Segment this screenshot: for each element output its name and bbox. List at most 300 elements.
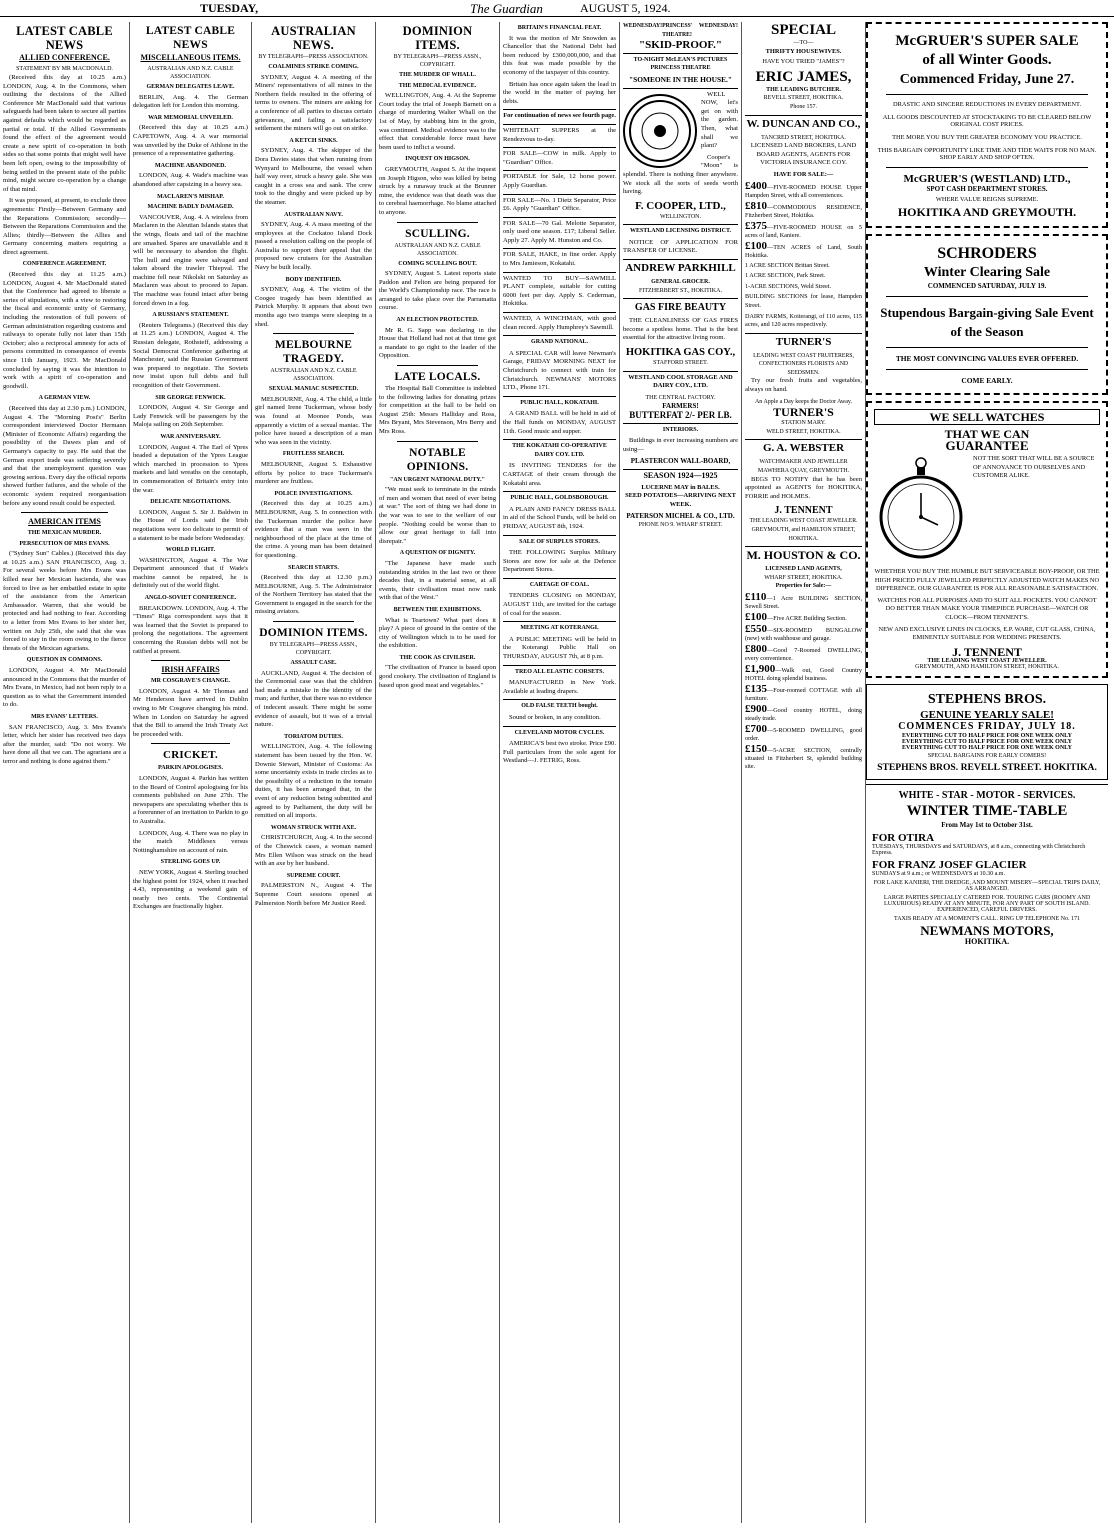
section-heading: THE MEDICAL EVIDENCE.: [398, 82, 477, 89]
section-heading: MACHINE BADLY DAMAGED.: [147, 204, 234, 211]
ad-address: GREYMOUTH, AND HAMILTON STREET, HOKITIKA.: [915, 663, 1059, 670]
article-body: WASHINGTON, August 4. The War Department announced that if Wade's machine cannot be repaired, he is definitely out of the world flight.: [133, 556, 248, 590]
ad-body: EVERYTHING CUT TO HALF PRICE FOR ONE WEEK ONLY: [902, 744, 1072, 751]
article-body: (Received this day at 10.25 a.m.) LONDON, Aug. 4. In the Commons, when outlining the decisions of the Allied Conference Mr MacDonald said that various safeguards had been taken to secure all parties against defaults which would be regarded as partial or total. If the Allied Governments found the effect of the agreement would create a new spirit of co-operation in both sides so that some points that might well have been left open, owing to the impossibility of being settled in the present state of the public mind, might secure co-operation by a change of that mind.: [3, 74, 126, 193]
section-heading: BETWEEN THE EXHIBITIONS.: [393, 606, 482, 613]
press-line: BY TELEGRAPH—PRESS ASSOCIATION.: [258, 54, 369, 60]
section-heading: A QUESTION OF DIGNITY.: [399, 550, 476, 557]
article-body: ("Sydney Sun" Cables.) (Received this day at 10.25 a.m.) SAN FRANCISCO, Aug. 3. For several weeks before Mrs Evans was killed near her Mexican hacienda, she was forced to live as her embattled estate in spite of the assistance from the American Ambassador. Warren, that she would be protected and had nothing to fear. According to a letter from Mrs Evans to her sister her, written on July 25th, she said that she was forced to stay in the room owing to the fierce threats of the Mexican agrarians.: [3, 550, 126, 652]
ad-heading: CLEVELAND MOTOR CYCLES.: [503, 726, 616, 738]
article-body: (Received this day at 2.30 p.m.) LONDON, August 4. The "Morning Post's" Berlin correspondent interviewed Doctor Hermann (Minister of Economic Affairs) regarding the possibility of the Dawes plan and of Germany's capacity to pay. He said that the German export trade was suffering severely and that the unemployment question was growing serious. Every day the official reports showed further failures, and the whole of the economic system required reorganisation before any sound result could be expected.: [3, 404, 126, 507]
section-headline: MELBOURNE TRAGEDY.: [274, 339, 353, 366]
ad-heading: GAS FIRE BEAUTY: [623, 298, 738, 314]
ad-heading: J. TENNENT: [774, 505, 833, 517]
ad-subheading: WATCHMAKER AND JEWELLER: [759, 459, 848, 466]
ad-heading: WESTLAND COOL STORAGE AND DAIRY COY., LTD.: [623, 371, 738, 391]
section-heading: STERLING GOES UP.: [160, 859, 221, 866]
price-amount: £900: [745, 702, 767, 715]
ad-subheading: LUCERNE MAY in BALES.: [641, 483, 720, 491]
divider: [886, 369, 1088, 370]
article-body: SAN FRANCISCO, Aug. 3. Mrs Evans's letter, which her sister has received two days after the murder, said: "Do not worry. We have done all that we can. The agrarians are a terror and nothing is done against them.": [3, 723, 126, 765]
price-amount: £550: [745, 622, 767, 635]
price-amount: £135: [745, 682, 767, 695]
mcgruer-ad: [866, 22, 1108, 228]
article-body: SYDNEY, Aug. 4. The victim of the Coogee tragedy has been identified as Patrick Murphy. It appears that about two months ago two tramps were sleeping in a shed.: [255, 286, 372, 328]
ad-subheading: LICENSED LAND AGENTS,: [765, 566, 842, 573]
ad-heading: TREO ALL ELASTIC CORSETS.: [503, 665, 616, 677]
ad-address: PHONE NO 9. WHARF STREET.: [638, 521, 723, 528]
section-headline: CRICKET.: [163, 749, 218, 762]
section-heading: SEARCH STARTS.: [288, 564, 339, 571]
association-line: AUSTRALIAN AND N.Z. CABLE ASSOCIATION.: [394, 242, 481, 257]
ad-heading: SEASON 1924—1925: [623, 469, 738, 481]
white-star-ad: [866, 784, 1108, 951]
price-item: [745, 642, 862, 663]
ad-heading: WESTLAND LICENSING DISTRICT.: [623, 224, 738, 236]
ad-subheading: THE LEADING WEST COAST JEWELLER.: [927, 657, 1047, 664]
ad-subheading: HAVE FOR SALE:—: [773, 170, 834, 178]
article-body: (Reuters Telegrams.) (Received this day at 11.25 a.m.) LONDON, August 4. The Russian delegate, Rothsteff, addressing a Social Democrat Conference gathering at Manchester, said the Russian Government was prepared to negotiate. The Soviets now insist upon full debts and full recognition of their Government.: [133, 321, 248, 389]
ad-body: THIS BARGAIN OPPORTUNITY LIKE TIME AND TIDE WAITS FOR NO MAN. SHOP EARLY AND SHOP OFTEN.: [877, 147, 1097, 161]
ad-heading: McGRUER'S SUPER SALE: [895, 33, 1079, 49]
price-description: —1 Acre BUILDING SECTION, Sewell Street.: [745, 594, 862, 610]
ad-subheading: COMMENCED SATURDAY, JULY 19.: [927, 282, 1047, 290]
ad-body: SUNDAYS at 9 a.m.; or WEDNESDAYS at 10.30 a.m.: [872, 870, 1005, 877]
article-body: GREYMOUTH, August 5. At the inquest on Joseph Higson, who was killed by being struck by a runaway truck at the Brunner mine, the evidence was that death was due to cerebral haemorrhage. No blame attached to anyone.: [379, 165, 496, 216]
association-line: AUSTRALIAN AND N.Z. CABLE ASSOCIATION.: [147, 66, 234, 80]
price-description: —SIX-ROOMED BUNGALOW (new) with washhouse and garage.: [745, 626, 862, 642]
schroders-ad: [866, 234, 1108, 395]
article-body: The Hospital Ball Committee is indebted to the following ladies for donating prizes for competition at the ball to be held on August 25th: Messrs Halliday and Ross, Mrs Bryant, Mrs Stevenson, Mrs Berry and Mrs Ross.: [379, 385, 496, 435]
ad-address: REVELL STREET, HOKITIKA.: [763, 95, 844, 102]
continuation-note: For continuation of news see fourth page.: [503, 109, 616, 121]
article-body: SYDNEY, Aug. 4. The skipper of the Dora Davies states that when running from Wynyard to Melbourne, the vessel when half way over, struck a heavy gale. She was caught in a cross sea and sank. The crew took to the dinghy and were picked up by the steamer.: [255, 147, 372, 206]
ad-address: FITZHERBERT ST., HOKITIKA.: [639, 287, 722, 294]
price-description: —Good country HOTEL, doing steady trade.: [745, 706, 862, 722]
ad-heading: NEWMANS MOTORS,: [920, 922, 1054, 938]
ad-subheading: THE MOST CONVINCING VALUES EVER OFFERED.: [895, 354, 1079, 363]
price-item: [745, 219, 862, 240]
section-heading: A KETCH SINKS.: [289, 137, 338, 144]
ad-subheading: SEED POTATOES—ARRIVING NEXT WEEK.: [625, 492, 736, 508]
ad-body: BEGS TO NOTIFY that he has been appointed as AGENTS for HOKITIKA, FORRIE and HOLMES.: [745, 475, 862, 500]
ad-heading: ERIC JAMES,: [755, 68, 852, 85]
article-body: LONDON, August 4. Mr MacDonald announced in the Commons that the murder of Mrs Evans, in Mexico, had not been reply to a question as to what the Government intended to do.: [3, 667, 126, 709]
price-item: [745, 239, 862, 260]
ad-subheading: FARMERS!: [662, 402, 699, 411]
article-body: BERLIN, Aug. 4. The German delegation left for London this morning.: [133, 93, 248, 110]
ad-subheading: Properties for Sale:—: [775, 583, 832, 590]
masthead: [0, 0, 1114, 17]
column-1: [0, 22, 130, 1523]
ad-subheading: COMMENCES FRIDAY, JULY 18.: [898, 720, 1076, 732]
price-description: —COMMODIOUS RESIDENCE, Fitzherbert Street, Hokitika.: [745, 203, 862, 219]
ad-body: TAXIS READY AT A MOMENT'S CALL. RING UP TELEPHONE No. 171: [894, 915, 1080, 922]
section-heading: PARKIN APOLOGISES.: [158, 765, 223, 772]
price-item: [745, 682, 862, 703]
ad-address: TANCRED STREET, HOKITIKA.: [761, 134, 846, 141]
article-body: AUCKLAND, August 4. The decision of the Ceremonial case was that the children had made a mistake in the identity of the man; and further, that there was no evidence of indecent assault. There might be some evidence of assault, but it was of a trivial nature.: [255, 669, 372, 729]
ad-body: LARGE PARTIES SPECIALLY CATERED FOR. TOURING CARS (ROOMY AND LUXURIOUS) READY AT ANY MINUTE, FOR ANY PART OF SOUTH ISLAND. EXPERIENCED, CAREFUL DRIVERS.: [883, 894, 1091, 913]
ad-heading: INTERIORS.: [623, 423, 738, 435]
ad-heading: CARTAGE OF COAL.: [503, 578, 616, 590]
ad-heading: Winter Clearing Sale: [923, 265, 1051, 280]
ad-heading: OLD FALSE TEETH bought.: [503, 699, 616, 711]
stephens-ad: [866, 684, 1108, 780]
section-heading: QUESTION IN COMMONS.: [26, 657, 103, 664]
article-body: BREAKDOWN. LONDON, Aug. 4. The "Times" Riga correspondent says that it was learned that the Soviet is prepared to prolong the negotiations. The agreement concerning the Russian debts will not be ratified at present.: [133, 604, 248, 655]
price-amount: £100: [745, 239, 767, 252]
section-item: 1 ACRE SECTION, Park Street.: [745, 272, 826, 280]
ad-body: TENDERS CLOSING on MONDAY, AUGUST 11th, are invited for the cartage of coal for the season.: [503, 592, 616, 617]
ad-heading: of all Winter Goods.: [922, 52, 1052, 68]
divider: [886, 94, 1088, 95]
price-item: [745, 610, 862, 623]
section-heading: MACHINE ABANDONED.: [154, 162, 226, 169]
ad-body: FOR LAKE KANIERI, THE DREDGE, AND MOUNT MISERY—SPECIAL TRIPS DAILY, AS ARRANGED.: [873, 879, 1101, 892]
divider: [397, 365, 478, 366]
ad-address: WHARF STREET, HOKITIKA.: [764, 574, 843, 581]
section-heading: MR COSGRAVE'S CHANGE.: [150, 678, 231, 685]
divider: [397, 441, 478, 442]
price-amount: £375: [745, 219, 767, 232]
section-heading: WOMAN STRUCK WITH AXE.: [270, 824, 357, 831]
ad-heading: SCHRODERS: [937, 245, 1037, 262]
ad-body: AMERICA'S best two stroke. Price £90. Full particulars from the sole agent for Westland—J. FETRIG, Ross.: [503, 740, 616, 765]
divider: [273, 621, 354, 622]
column-6: [620, 22, 742, 1523]
ad-body: TUESDAYS, THURSDAYS and SATURDAYS, at 8 a.m., connecting with Christchurch Express.: [872, 843, 1086, 856]
classified-ad: WANTED TO BUY—SAWMILL PLANT complete, suitable for cutting 6000 feet per day. Apply S. Cederman, Hokitika.: [503, 272, 616, 309]
masthead-day: TUESDAY,: [200, 1, 259, 15]
section-heading: CONFERENCE AGREEMENT.: [22, 261, 107, 268]
ad-body: A GRAND BALL will be held in aid of the Hall funds on MONDAY, AUGUST 11th. Good music and supper.: [503, 410, 616, 435]
section-heading: BRITAIN'S FINANCIAL FEAT.: [517, 25, 602, 31]
section-heading: AUSTRALIAN NAVY.: [284, 211, 343, 218]
ad-body: DRASTIC AND SINCERE REDUCTIONS IN EVERY DEPARTMENT.: [892, 101, 1082, 108]
right-ad-column: [866, 22, 1108, 1523]
ad-body: An Apple a Day keeps the Doctor Away.: [754, 398, 853, 405]
pocket-watch-icon: [874, 455, 969, 565]
price-item: [745, 662, 862, 683]
ad-heading: PUBLIC HALL, KOKATAHI.: [503, 396, 616, 408]
subheadline: MISCELLANEOUS ITEMS.: [140, 53, 241, 62]
ad-subheading: THE LEADING WEST COAST JEWELLER.: [749, 518, 858, 525]
section-heading: THE MEXICAN MURDER.: [27, 530, 102, 537]
ad-address: WELD STREET, HOKITIKA.: [766, 428, 841, 435]
divider: [886, 296, 1088, 297]
masthead-date: AUGUST 5, 1924.: [580, 1, 671, 15]
divider: [886, 167, 1088, 168]
article-body: What is Teartown? What part does it play? A piece of ground in the centre of the city of Wellington which is to be used for the exhibition.: [379, 616, 496, 650]
article-body: "We must seek to terminate in the minds of men and women that need of ever being at war." The sort of thing we had done in the war was to see to the welfare of our people. "Nothing could be worse than to allow our great heritage to fall into disrepair.": [379, 486, 496, 545]
ad-body: MANUFACTURED in New York. Available at leading drapers.: [503, 679, 616, 695]
section-heading: WAR MEMORIAL UNVEILED.: [148, 114, 233, 121]
section-heading: "AN URGENT NATIONAL DUTY.": [390, 476, 485, 483]
theatre-day: WEDNESDAY!: [698, 23, 738, 29]
ad-heading: Stupendous Bargain-giving Sale Event of the Season: [880, 305, 1094, 339]
ad-subheading: LEADING WEST COAST FRUITERERS, CONFECTIONERS FLORISTS AND SEEDSMEN.: [753, 352, 854, 376]
price-description: —Five ACRE Building Section.: [767, 614, 847, 622]
ad-heading: F. COOPER, LTD.,: [635, 199, 726, 212]
article-body: (Received this day at 11.25 a.m.) LONDON, August 4. Mr MacDonald stated that the Conference had agreed to liberate a series of stipulations, with a view to restoring the fiscal and economic unity of Germany, including the restoration of full powers of German administration regarding customs and railways to operate fully not later than 15th October; also a reciprocal amnesty for acts of persons committed in consequence of events since 11th January, 1923. Mr MacDonald concluded by saying it was the intention to work with a spirit of co-operation and goodwill.: [3, 271, 126, 390]
column-3: [252, 22, 376, 1523]
ad-heading: FOR OTIRA: [872, 831, 935, 844]
seal-emblem: [623, 94, 697, 168]
article-body: WELLINGTON, Aug. 4. The following statement has been issued by the Hon. W. Downie Stewart, Minister of Customs: As some uncertainty exists in trade circles as to the possibility of a reduction in the tomato duties, it has been arranged that, in the event of any reduction being submitted and agreed to by Parliament, the duty will be remitted on all imports.: [255, 743, 372, 820]
ad-body: WHETHER YOU BUY THE HUMBLE BUT SERVICEABLE BOY-PROOF, OR THE HIGH PRICED FULLY JEWELLED PERFECTLY ADJUSTED WATCH MAKES NO DIFFERENCE. OUR GUARANTEE IS FOR ALL REASONABLE SATISFACTION.: [874, 568, 1100, 593]
section-headline: NOTABLE OPINIONS.: [406, 446, 469, 473]
article-body: LONDON, August 4. Mr Thomas and Mr Henderson have arrived in Dublin owing to Mr Cosgrave changing his mind. When in London on Saturday he agreed that the Bill to amend the Irish Treaty Act be proceeded with.: [133, 687, 248, 738]
ad-address: STATION MARY.: [781, 420, 826, 427]
section-heading: SEXUAL MANIAC SUSPECTED.: [268, 386, 359, 393]
ad-body: A PUBLIC MEETING will be held in the Koterangi Public Hall on THURSDAY, AUGUST 7th, at 8 p.m.: [503, 635, 616, 661]
section-item: BUILDING SECTIONS for lease, Hampden Street.: [745, 293, 862, 309]
article-body: LONDON, August 4. The Earl of Ypres headed a deputation of the Ypres League which marched in procession to Ypres markets and laid wreaths on the cenotaph, in commemoration of Britain's entry into the war.: [133, 443, 248, 494]
article-body: LONDON, August 5. Sir J. Baldwin in the House of Lords said the Irish negotiations were too delicate to permit of a statement to be made before Wednesday.: [133, 508, 248, 542]
divider: [886, 347, 1088, 348]
price-item: [745, 179, 862, 200]
headline: DOMINION ITEMS.: [402, 24, 473, 52]
classified-ad: FOR SALE—COW in milk. Apply to "Guardian" Office.: [503, 147, 616, 167]
ad-heading: G. A. WEBSTER: [745, 439, 862, 455]
section-item: DAIRY FARMS, Koiterangi, of 110 acres, 115 acres, and 120 acres respectively.: [745, 312, 862, 329]
section-heading: WORLD FLIGHT.: [165, 547, 216, 554]
feature-title: "SOMEONE IN THE HOUSE.": [629, 74, 732, 84]
ad-body: EVERYTHING CUT TO HALF PRICE FOR ONE WEEK ONLY: [902, 732, 1072, 739]
ad-heading: THAT WE CAN: [944, 427, 1030, 441]
masthead-paper: The Guardian: [470, 1, 543, 16]
price-description: —FIVE-ROOMED HOUSE Upper Hampden Street, with all conveniences.: [745, 183, 862, 199]
price-amount: £800: [745, 642, 767, 655]
article-body: LONDON, August 4. Sir George and Lady Fenwick will be passengers by the Maloja sailing on 26th September.: [133, 404, 248, 429]
tennent-watch-ad: [866, 401, 1108, 678]
press-line: BY TELEGRAPH—PRESS ASSN., COPYRIGHT.: [269, 642, 358, 657]
section-heading: THE COOK AS CIVILISER.: [399, 654, 476, 661]
article-body: "The Japanese have made such outstanding strides in the last two or three decades that, in a material sense, at all events, their civilisation must now rank with that of the West.": [379, 559, 496, 602]
section-heading: COMING SCULLING BOUT.: [398, 260, 477, 267]
classified-ad: PORTABLE for Sale, 12 horse power. Apply Guardian.: [503, 170, 616, 190]
ad-heading: GRAND NATIONAL.: [503, 335, 616, 347]
ad-heading: W. DUNCAN AND CO.,: [745, 115, 862, 131]
article-body: LONDON, Aug. 4. Wade's machine was abandoned after capsizing in a heavy sea.: [133, 172, 248, 188]
section-headline: AMERICAN ITEMS: [28, 517, 101, 527]
section-heading: SIR GEORGE FENWICK.: [155, 394, 226, 401]
headline: LATEST CABLE NEWS: [16, 24, 113, 52]
film-title: "SKID-PROOF.": [638, 39, 722, 52]
article-body: MELBOURNE, August 5. Exhaustive efforts by police to trace Tuckerman's murderer are fruitless.: [255, 460, 372, 486]
ad-subheading: THRIFTY HOUSEWIVES.: [765, 47, 842, 55]
ad-phone: Phone 157.: [790, 103, 817, 110]
price-description: —Walk out, Good Country HOTEL doing splendid business.: [745, 666, 862, 682]
price-item: [745, 702, 862, 723]
classified-ad: WHITEBAIT SUPPERS at the Rendezvous to-day.: [503, 124, 616, 144]
section-heading: A RUSSIAN'S STATEMENT.: [152, 312, 229, 319]
price-amount: £150: [745, 742, 767, 755]
article-body: (Received this day at 10.25 a.m.) CAPETOWN, Aug. 4. A war memorial was unveiled by the Duke of Athlone in the presence of a representative gathering.: [133, 124, 248, 158]
ad-body: THE MORE YOU BUY THE GREATER ECONOMY YOU PRACTICE.: [892, 134, 1082, 141]
article-body: WELLINGTON, Aug. 4. At the Supreme Court today the trial of Joseph Barnett on a charge of murdering Walter Whall on the 1st of May, by stabbing him in the groin, was continued. Medical evidence was to the effect that considerable force must have been used to inflict a wound.: [379, 92, 496, 151]
section-headline: SCULLING.: [405, 227, 470, 240]
ad-heading: FOR FRANZ JOSEF GLACIER: [872, 858, 1027, 871]
article-body: It was the motion of Mr Snowden as Chancellor that the National Debt had been reduced by £300,000,000, and that this feat was made possible by the economy of the taxpayer of this country.: [503, 34, 616, 76]
ad-heading: ANDREW PARKHILL: [623, 259, 738, 275]
section-heading: FRUITLESS SEARCH.: [282, 451, 345, 458]
section-heading: SUPREME COURT.: [286, 872, 341, 879]
section-heading: AN ELECTION PROTECTED.: [396, 317, 479, 324]
section-heading: TORIATOM DUTIES.: [284, 733, 343, 740]
ad-highlight: BUTTERFAT 2/- PER LB.: [629, 410, 732, 420]
ad-subheading: HOKITIKA.: [964, 936, 1010, 946]
article-body: LONDON, Aug. 4. There was no play in the match Middlesex versus Nottinghamshire on account of rain.: [133, 829, 248, 854]
price-amount: £1,900: [745, 662, 776, 675]
ad-body: HAVE YOU TRIED "JAMES"?: [762, 58, 845, 66]
ad-heading: Commenced Friday, June 27.: [899, 72, 1075, 87]
price-list: [745, 590, 862, 771]
ad-heading: McGRUER'S (WESTLAND) LTD.,: [903, 173, 1071, 185]
price-amount: £810: [745, 199, 767, 212]
theatre-day: WEDNESDAY!: [623, 23, 663, 29]
price-description: —Good 7-Roomed DWELLING, every convenience.: [745, 646, 862, 662]
section-headline: LATE LOCALS.: [394, 371, 481, 384]
section-heading: MRS EVANS' LETTERS.: [31, 713, 98, 720]
ad-body: IS INVITING TENDERS for the CARTAGE of their cream through the Kokatahi area.: [503, 462, 616, 487]
ad-heading: WE SELL WATCHES: [874, 409, 1100, 425]
section-heading: MACLAREN'S MISHAP.: [157, 193, 224, 200]
section-heading: ANGLO-SOVIET CONFERENCE.: [144, 595, 237, 602]
classified-ad: WANTED, A WINCHMAN, with good clean record. Apply Humphrey's Sawmill.: [503, 312, 616, 332]
article-body: "The civilisation of France is based upon good cookery. The civilisation of England is based upon good meat and vegetables.": [379, 664, 496, 689]
subheadline: ALLIED CONFERENCE.: [19, 53, 110, 62]
section-item: 1 ACRE SECTION Brittan Street.: [745, 261, 830, 269]
ad-heading: PUBLIC HALL, GOLDSBOROUGH.: [503, 491, 616, 503]
ad-heading: TURNER'S: [773, 405, 834, 420]
tonight-line: TO-NIGHT McLEAN'S PICTURES PRINCESS THEATRE: [623, 53, 738, 73]
section-heading: GERMAN DELEGATES LEAVE.: [146, 84, 235, 90]
ad-body: NOTICE OF APPLICATION FOR TRANSFER OF LICENSE.: [623, 238, 738, 255]
section-heading: POLICE INVESTIGATIONS.: [274, 490, 353, 497]
ad-heading: GUARANTEE: [945, 438, 1029, 453]
ad-heading: WINTER TIME-TABLE: [906, 802, 1068, 819]
ad-body: Sound or broken, in any condition.: [509, 714, 601, 721]
ad-subheading: GENUINE YEARLY SALE!: [920, 708, 1054, 721]
section-heading: DELICATE NEGOTIATIONS.: [150, 499, 231, 506]
ad-subheading: THE LEADING BUTCHER.: [766, 86, 841, 93]
section-heading: COALMINES STRIKE COMING.: [268, 64, 359, 70]
price-amount: £700: [745, 722, 767, 735]
ad-body: LICENSED LAND BROKERS, LAND BOARD AGENTS, AGENTS FOR VICTORIA INSURANCE COY.: [750, 142, 857, 167]
divider: [151, 660, 230, 661]
price-description: —TEN ACRES of Land, South Hokitika.: [745, 243, 862, 259]
price-amount: £400: [745, 179, 767, 192]
price-description: —5-ACRE SECTION, centrally situated in Fitzherbert St, splendid building site.: [745, 746, 862, 770]
ad-body: SPECIAL BARGAINS FOR EARLY COMERS!: [927, 752, 1047, 759]
section-heading: A GERMAN VIEW.: [38, 395, 91, 402]
association-line: AUSTRALIAN AND N.Z. CABLE ASSOCIATION.: [270, 368, 357, 383]
ad-subheading: From May 1st to October 31st.: [941, 820, 1033, 829]
ad-subheading: GENERAL GROCER.: [651, 279, 710, 286]
ad-subheading: WHERE VALUE REIGNS SUPREME.: [935, 196, 1039, 203]
ad-body: NOT THE SORT THAT WILL BE A SOURCE OF ANNOYANCE TO OURSELVES AND CUSTOMER ALIKE.: [973, 455, 1095, 480]
section-list: [745, 262, 862, 330]
divider: [21, 512, 108, 513]
article-body: (Received this day at 12.30 p.m.) MELBOURNE, Aug. 5. The Administrator of the Northern Territory has stated that the Government is engaged in the search for the missing aviators.: [255, 574, 372, 616]
divider: [397, 222, 478, 223]
article-body: NEW YORK, August 4. Sterling touched the highest point for 1924, when it reached 4.43, representing a weekend gain of nearly two cents. The Continental Exchanges are fractionally higher.: [133, 868, 248, 911]
ad-body: THE FOLLOWING Surplus Military Stores are now for sale at the Defence Department Stores.: [503, 549, 616, 574]
ad-body: EVERYTHING CUT TO HALF PRICE FOR ONE WEEK ONLY: [902, 738, 1072, 745]
divider: [273, 333, 354, 334]
ad-body: WATCHES FOR ALL PURPOSES AND TO SUIT ALL POCKETS. YOU CANNOT DO BETTER THAN MAKE YOUR TIMEPIECE PURCHASE—WATCH OR CLOCK—FROM TENNENT'S.: [877, 596, 1097, 621]
ad-body: A SPECIAL CAR will leave Newman's Garage, FRIDAY MORNING NEXT for Christchurch to connect with train for Christchurch. NEWMANS' MOTORS LTD., Phone 171.: [503, 349, 616, 392]
headline: LATEST CABLE NEWS: [145, 25, 236, 51]
headline: AUSTRALIAN NEWS.: [271, 24, 356, 52]
price-item: [745, 622, 862, 643]
ad-body: WELL NOW, let's get on with the garden. Then, what shall we plant?: [701, 90, 738, 150]
divider: [151, 743, 230, 744]
section-heading: WAR ANNIVERSARY.: [160, 433, 221, 440]
price-amount: £100: [745, 610, 767, 623]
classified-ad: FOR SALE—70 Gal. Melotte Separator, only used one season. £17; Liberal Seller. Apply 27. Apply M. Hunston and Co.: [503, 217, 616, 246]
ad-body: ALL GOODS DISCOUNTED AT STOCKTAKING TO BE CLEARED BELOW ORIGINAL COST PRICES.: [882, 114, 1092, 128]
ad-address: GREYMOUTH, and HAMILTON STREET, HOKITIKA.: [751, 527, 856, 542]
ad-body: Buildings in ever increasing numbers are using—: [623, 437, 738, 453]
ad-heading: THE KOKATAHI CO-OPERATIVE DAIRY COY. LTD.: [503, 439, 616, 459]
article-body: Mr R. G. Sapp was declaring in the House that Holland had not at that time got a mandate to go right to the leader of the Opposition.: [379, 326, 496, 360]
ad-heading: HOKITIKA GAS COY.,: [625, 347, 736, 359]
statement-heading: STATEMENT BY MR MACDONALD.: [16, 66, 113, 72]
ad-body: Cooper's "Moon" is splendid. There is nothing finer anywhere. We stock all the sorts of seeds worth having.: [623, 153, 738, 196]
seed-ad: [623, 88, 738, 197]
ad-heading: TURNER'S: [745, 333, 862, 349]
section-heading: INQUEST ON HIGSON.: [405, 156, 470, 163]
ad-heading: STEPHENS BROS.: [927, 691, 1047, 707]
article-body: MELBOURNE, Aug. 4. The child, a little girl named Irene Tuckerman, whose body was found at Moonee Ponds, was apparently a victim of a sexual maniac. The police have issued a description of a man who was seen in the vicinity.: [255, 395, 372, 446]
column-7: [742, 22, 866, 1523]
article-body: SYDNEY, August 4. A meeting of the Miners' representatives of all mines in the Northern fields resulted in the offering of terms to owners. The miners are asking for a conference of all parties to discuss certain grievances, and failing a satisfactory settlement the miners will go out on strike.: [255, 73, 372, 133]
article-body: SYDNEY, Aug. 4. A mass meeting of the employees at the Cockatoo Island Dock passed a resolution calling on the people of Australia to support their appeal that the proposed new cruisers for the Australian Navy be built locally.: [255, 221, 372, 272]
press-line: BY TELEGRAPH—PRESS ASSN., COPYRIGHT.: [393, 54, 482, 68]
column-5: [500, 22, 620, 1523]
ad-heading: J. TENNENT: [952, 644, 1022, 659]
article-body: LONDON, August 4. Parkin has written to the Board of Control apologising for his comments published on June 27th. The newspapers are speculating whether this is a forerunner of an invitation to Parkin to go to Australia.: [133, 774, 248, 825]
section-heading: ASSAULT CASE.: [290, 660, 337, 667]
ad-heading: STEPHENS BROS. REVELL STREET. HOKITIKA.: [877, 761, 1097, 773]
ad-body: THE CLEANLINESS OF GAS FIRES become a spotless home. That is the best essential for the attractive living room.: [623, 317, 738, 342]
price-amount: £110: [745, 590, 767, 603]
section-heading: THE MURDER OF WHALL.: [399, 72, 476, 78]
theatre-name: PRINCESS' THEATRE!: [662, 23, 693, 38]
ad-heading: SPECIAL: [770, 22, 837, 38]
article-body: (Received this day at 10.25 a.m.) MELBOURNE, Aug. 5. In connection with the Tuckerman murder the police have evidence that a man was seen in the neighbourhood of the place at the time of the crime. A young man has been detained for questioning.: [255, 500, 372, 559]
ad-heading: M. HOUSTON & CO.: [746, 548, 861, 563]
section-headline: IRISH AFFAIRS: [161, 665, 220, 675]
ad-heading: HOKITIKA AND GREYMOUTH.: [897, 205, 1077, 219]
classified-ad: FOR SALE, HAKE, in fine order. Apply to Mrs Jamieson, Kokatahi.: [503, 248, 616, 268]
ad-body: Try our fresh fruits and vegetables, always on hand.: [745, 377, 862, 394]
ad-subheading: THE CENTRAL FACTORY.: [645, 394, 716, 401]
price-item: [745, 722, 862, 743]
ad-body: NEW AND EXCLUSIVE LINES IN CLOCKS, E.P. WARE, CUT GLASS, CHINA, EMINENTLY SUITABLE FOR WEDDING PRESENTS.: [878, 625, 1096, 642]
price-description: —FIVE-ROOMED HOUSE on 5 acres of land, Kaniere.: [745, 223, 862, 239]
ad-address: MAWHERA QUAY, GREYMOUTH.: [757, 468, 850, 475]
price-list: [745, 179, 862, 260]
ad-highlight: PLASTERCON WALL-BOARD,: [630, 457, 731, 466]
ad-heading: SALE OF SURPLUS STORES.: [503, 535, 616, 547]
ad-subheading: COME EARLY.: [961, 376, 1013, 385]
ad-subheading: SPOT CASH DEPARTMENT STORES.: [926, 185, 1048, 193]
price-item: [745, 742, 862, 771]
